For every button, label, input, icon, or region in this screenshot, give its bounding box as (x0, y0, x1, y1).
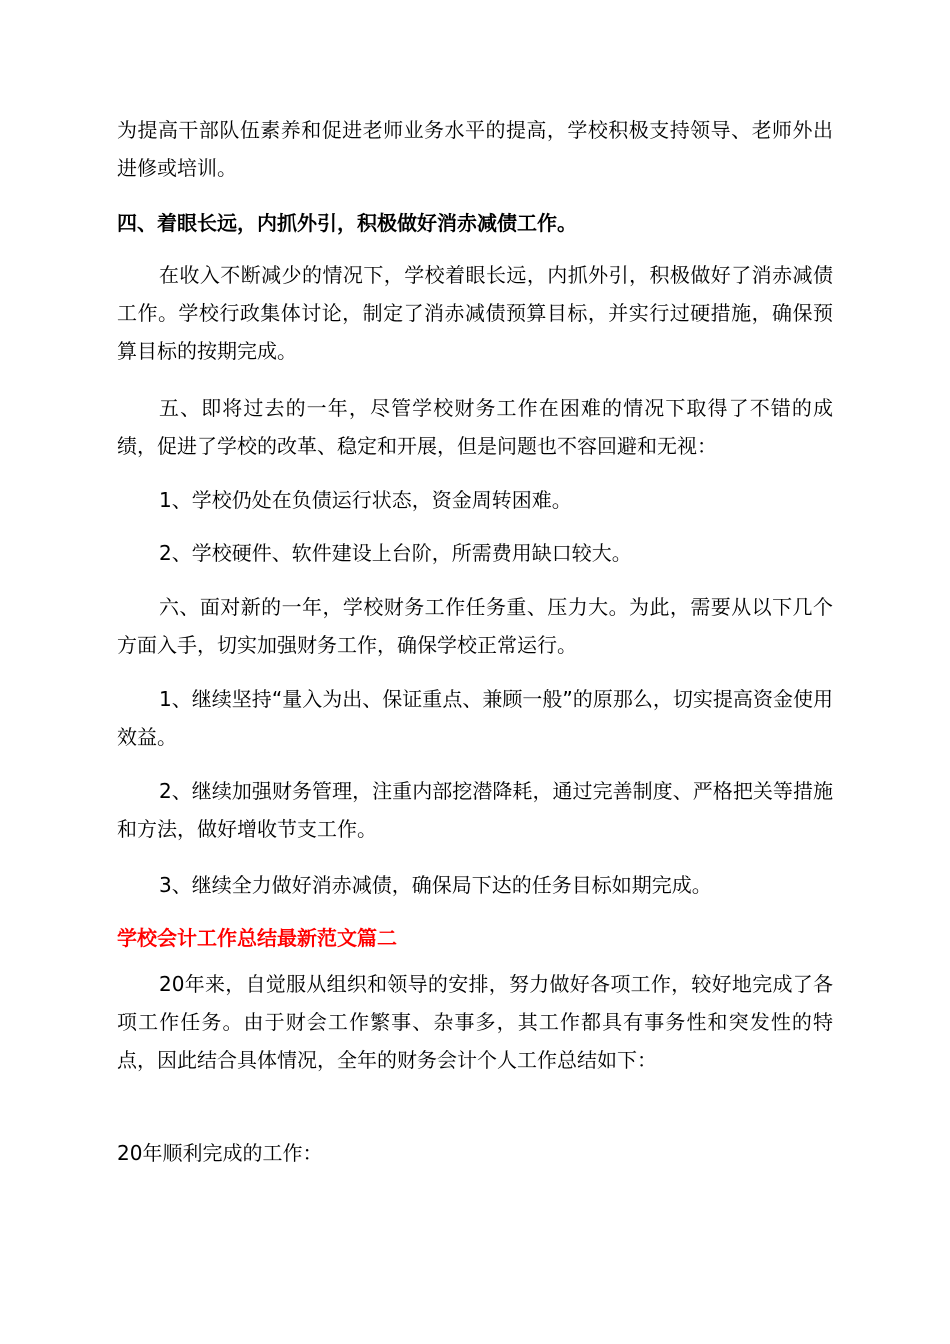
list-item-funding-gap: 2、学校硬件、软件建设上台阶，所需费用缺口较大。 (159, 541, 632, 565)
list-item-financial-management: 2、继续加强财务管理，注重内部挖潜降耗，通过完善制度、严格把关等措施和方法，做好增收节支工作。 (117, 779, 833, 841)
list-item-debt-target: 3、继续全力做好消赤减债，确保局下达的任务目标如期完成。 (159, 873, 712, 897)
paragraph-intro-20-years: 20年来，自觉服从组织和领导的安排，努力做好各项工作，较好地完成了各项工作任务。由于财会工作繁事、杂事多，其工作都具有事务性和突发性的特点，因此结合具体情况，全年的财务会计个人工作总结如下： (117, 972, 833, 1072)
article-heading-part-two: 学校会计工作总结最新范文篇二 (117, 926, 397, 950)
section-heading-four: 四、着眼长远，内抓外引，积极做好消赤减债工作。 (117, 211, 577, 235)
paragraph-completed-work: 20年顺利完成的工作： (117, 1141, 323, 1165)
list-item-principle: 1、继续坚持“量入为出、保证重点、兼顾一般”的原那么，切实提高资金使用效益。 (117, 687, 833, 749)
paragraph-debt-reduction: 在收入不断减少的情况下，学校着眼长远，内抓外引，积极做好了消赤减债工作。学校行政集体讨论，制定了消赤减债预算目标，并实行过硬措施，确保预算目标的按期完成。 (117, 263, 833, 363)
paragraph-section-six: 六、面对新的一年，学校财务工作任务重、压力大。为此，需要从以下几个方面入手，切实加强财务工作，确保学校正常运行。 (117, 595, 833, 657)
paragraph-training: 为提高干部队伍素养和促进老师业务水平的提高，学校积极支持领导、老师外出进修或培训。 (117, 118, 833, 180)
paragraph-section-five: 五、即将过去的一年，尽管学校财务工作在困难的情况下取得了不错的成绩，促进了学校的改革、稳定和开展，但是问题也不容回避和无视： (117, 396, 833, 458)
list-item-debt-status: 1、学校仍处在负债运行状态，资金周转困难。 (159, 488, 572, 512)
